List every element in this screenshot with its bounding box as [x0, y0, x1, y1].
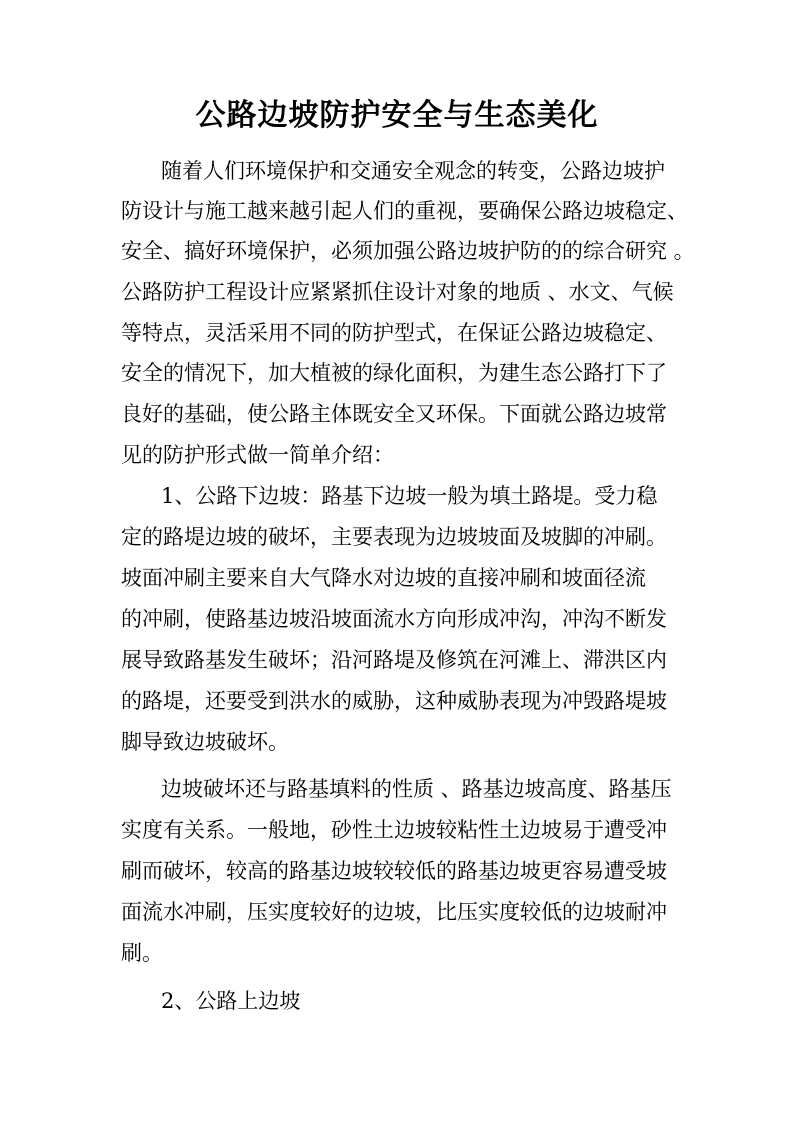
paragraph-line: 安全、搞好环境保护，必须加强公路边坡护防的的综合研究 。	[121, 239, 695, 263]
paragraph-line: 脚导致边坡破坏。	[121, 730, 289, 754]
paragraph-line: 展导致路基发生破坏；沿河路堤及修筑在河滩上、滞洪区内	[121, 648, 667, 672]
paragraph-line: 公路防护工程设计应紧紧抓住设计对象的地质 、水文、气候	[121, 280, 674, 304]
paragraph-line: 坡面冲刷主要来自大气降水对边坡的直接冲刷和坡面径流	[121, 566, 646, 590]
paragraph-line: 实度有关系。一般地，砂性土边坡较粘性土边坡易于遭受冲	[121, 818, 667, 842]
paragraph-line: 刷。	[121, 941, 163, 965]
section-heading: 2、公路上边坡	[161, 989, 301, 1013]
paragraph-line: 刷而破坏，较高的路基边坡较较低的路基边坡更容易遭受坡	[121, 859, 667, 883]
paragraph-line: 良好的基础，使公路主体既安全又环保。下面就公路边坡常	[121, 402, 667, 426]
paragraph-line: 定的路堤边坡的破坏，主要表现为边坡坡面及坡脚的冲刷。	[121, 525, 667, 549]
paragraph-line: 见的防护形式做一简单介绍：	[121, 443, 394, 467]
document-title: 公路边坡防护安全与生态美化	[195, 98, 599, 133]
paragraph-line: 等特点，灵活采用不同的防护型式，在保证公路边坡稳定、	[121, 321, 667, 345]
paragraph-line: 的路堤，还要受到洪水的威胁，这种威胁表现为冲毁路堤坡	[121, 689, 667, 713]
paragraph-line: 1、公路下边坡：路基下边坡一般为填土路堤。受力稳	[161, 484, 658, 508]
paragraph-line: 的冲刷，使路基边坡沿坡面流水方向形成冲沟，冲沟不断发	[121, 607, 667, 631]
paragraph-line: 随着人们环境保护和交通安全观念的转变，公路边坡护	[161, 159, 665, 183]
paragraph-line: 边坡破坏还与路基填料的性质 、路基边坡高度、路基压	[161, 777, 672, 801]
paragraph-line: 防设计与施工越来越引起人们的重视，要确保公路边坡稳定、	[121, 199, 688, 223]
paragraph-line: 安全的情况下，加大植被的绿化面积，为建生态公路打下了	[121, 361, 667, 385]
paragraph-line: 面流水冲刷，压实度较好的边坡，比压实度较低的边坡耐冲	[121, 900, 667, 924]
